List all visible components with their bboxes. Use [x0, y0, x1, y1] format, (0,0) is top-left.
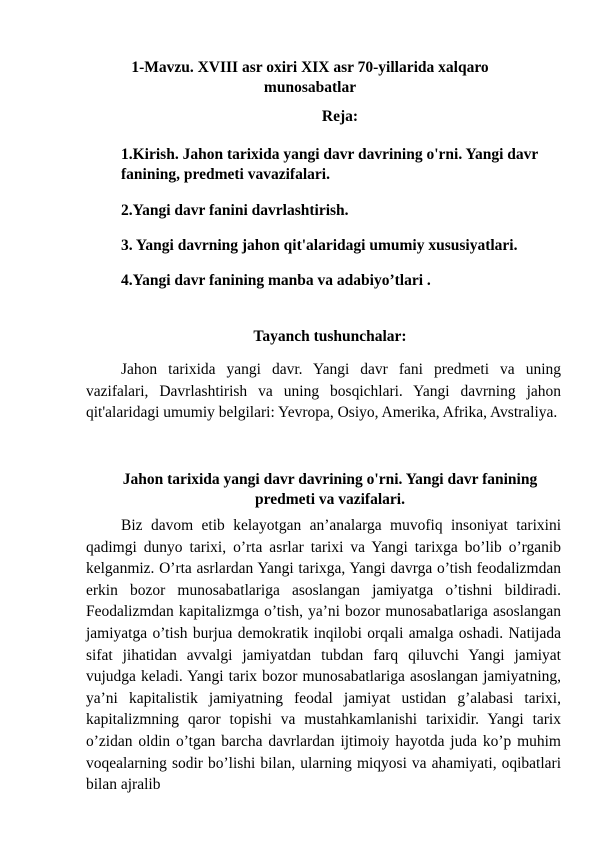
keywords-heading: Tayanch tushunchalar:: [253, 328, 407, 345]
section-paragraph: Biz davom etib kelayotgan an’analarga muvofiq insoniyat tarixini qadimgi dunyo tarixi, o’rta asrlar tarixi va Yangi tarixga bo’lib o’rganib kelganmiz. O’rta asrlardan Yangi tarixga, Yangi davrga o’tish feodalizmdan erkin bozor munosabatlariga asoslangan jamiyatga o’tishni bildiradi. Feodalizmdan kapitalizmga o’tish, ya’ni bozor munosabatlariga asoslangan jamiyatga o’tish burjua demokratik inqilobi orqali amalga oshadi. Natijada sifat jihatidan avvalgi jamiyatdan tubdan farq qiluvchi Yangi jamiyat vujudga keladi. Yangi tarix bozor munosabatlariga asoslangan jamiyatning, ya’ni kapitalistik jamiyatning feodal jamiyat ustidan g’alabasi tarixi, kapitalizmning qaror topishi va mustahkamlanishi tarixidir. Yangi tarix o’zidan oldin o’tgan barcha davrlardan ijtimoiy hayotda juda ko’p muhim voqealarning sodir bo’lishi bilan, ularning miqyosi va ahamiyati, oqibatlari bilan ajralib: [86, 517, 561, 794]
page-title: 1-Mavzu. XVIII asr oxiri XIX asr 70-yillarida xalqaro munosabatlar: [131, 59, 489, 96]
plan-heading: Reja:: [321, 108, 359, 125]
keywords-paragraph: Jahon tarixida yangi davr. Yangi davr fani predmeti va uning vazifalari, Davrlashtirish va uning bosqichlari. Yangi davrning jahon qit'alaridagi umumiy belgilari: Yevropa, Osiyo, Amerika, Afrika, Avstraliya.: [86, 361, 561, 422]
plan-item-1: 1.Kirish. Jahon tarixida yangi davr davrining o'rni. Yangi davr fanining, predmeti vavazifalari.: [121, 146, 539, 183]
plan-item-4: 4.Yangi davr fanining manba va adabiyo’tlari .: [121, 272, 431, 289]
section-heading: Jahon tarixida yangi davr davrining o'rni. Yangi davr fanining predmeti va vazifalari.: [122, 471, 538, 508]
plan-item-3: 3. Yangi davrning jahon qit'alaridagi umumiy xususiyatlari.: [121, 237, 518, 254]
plan-item-2: 2.Yangi davr fanini davrlashtirish.: [121, 202, 349, 219]
